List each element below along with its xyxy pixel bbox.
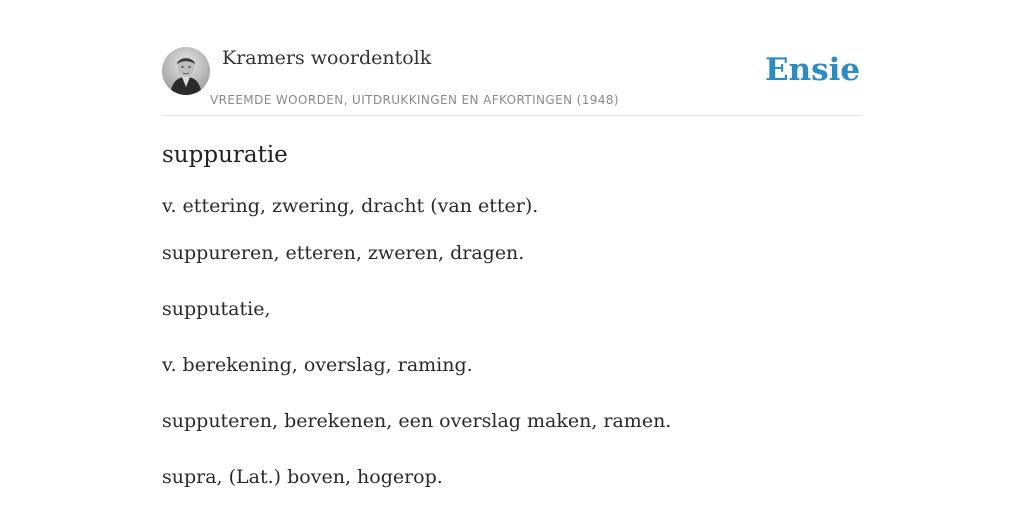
brand-logo-link[interactable]: Ensie (765, 52, 861, 88)
entry-definition-line: supra, (Lat.) boven, hogerop. (162, 466, 443, 488)
header-divider (162, 115, 862, 116)
entry-definition-line: suppureren, etteren, zweren, dragen. (162, 242, 525, 264)
portrait-image (162, 47, 210, 95)
entry-definition-line: supputeren, berekenen, een overslag maken, ramen. (162, 410, 672, 432)
entry-headword: suppuratie (162, 142, 288, 168)
entry-definition-line: v. ettering, zwering, dracht (van etter). (162, 195, 539, 217)
source-title[interactable]: Kramers woordentolk (222, 47, 432, 69)
author-avatar (162, 47, 210, 95)
source-subtitle: VREEMDE WOORDEN, UITDRUKKINGEN EN AFKORTINGEN (1948) (210, 93, 619, 107)
entry-definition-line: supputatie, (162, 298, 271, 320)
entry-definition-line: v. berekening, overslag, raming. (162, 354, 473, 376)
